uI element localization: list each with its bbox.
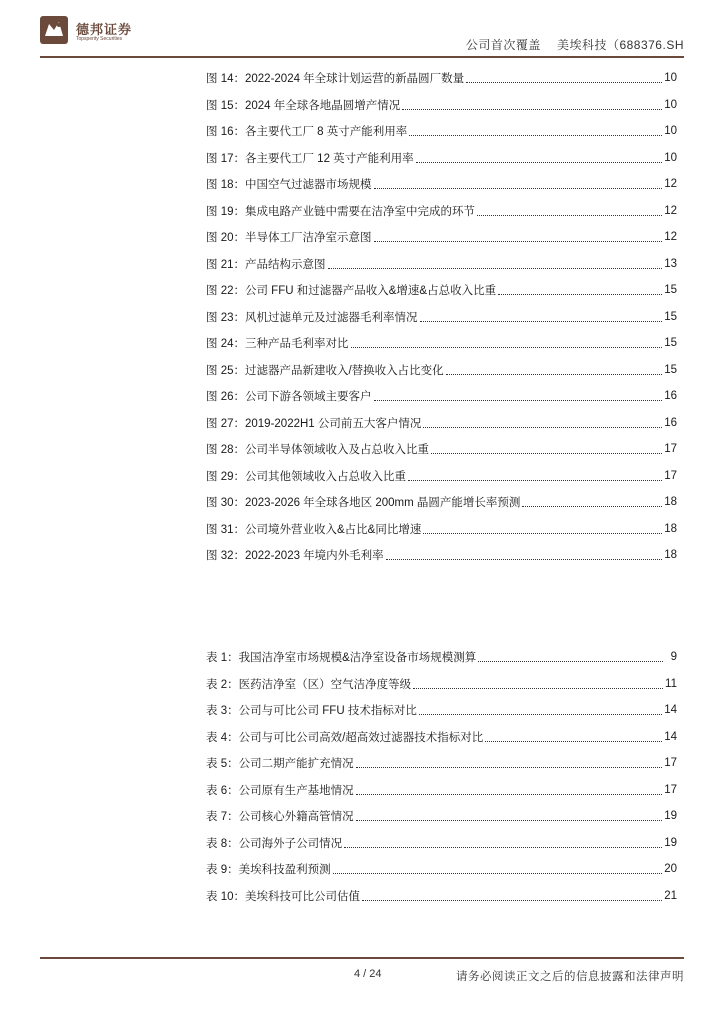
toc-entry-label: 表 6：公司原有生产基地情况 <box>206 784 354 797</box>
dot-leader <box>328 267 663 269</box>
dot-leader <box>402 108 662 110</box>
toc-entry-label: 图 21：产品结构示意图 <box>206 258 326 271</box>
toc-entry-page: 19 <box>664 810 677 823</box>
dot-leader <box>423 426 662 428</box>
toc-entry[interactable] <box>206 644 677 671</box>
company-name: 美埃科技（688376.SH <box>556 38 684 52</box>
toc-entry-page: 12 <box>664 231 677 244</box>
toc-entry[interactable] <box>206 224 677 251</box>
toc-entry-label: 表 3：公司与可比公司 FFU 技术指标对比 <box>206 705 417 718</box>
dot-leader <box>374 240 663 242</box>
toc-entry-label: 图 19：集成电路产业链中需要在洁净室中完成的环节 <box>206 205 475 218</box>
toc-entry-label: 表 5：公司二期产能扩充情况 <box>206 758 354 771</box>
toc-entry-page: 16 <box>664 416 677 429</box>
toc-entry-page: 12 <box>664 178 677 191</box>
toc-entry-label: 表 2：医药洁净室（区）空气洁净度等级 <box>206 678 412 691</box>
toc-entry-page: 18 <box>664 496 677 509</box>
toc-entry-page: 20 <box>664 863 677 876</box>
logo-name-en: Topsperity Securities <box>76 36 123 42</box>
dot-leader <box>477 214 662 216</box>
header-divider <box>40 56 684 58</box>
dot-leader <box>386 558 663 560</box>
dot-leader <box>446 373 663 375</box>
toc-entry[interactable] <box>206 542 677 569</box>
dot-leader <box>356 819 663 821</box>
dot-leader <box>356 766 663 768</box>
toc-entry[interactable] <box>206 65 677 92</box>
toc-entry[interactable] <box>206 883 677 910</box>
toc-entry-page: 15 <box>664 363 677 376</box>
toc-entry-label: 表 10：美埃科技可比公司估值 <box>206 890 360 903</box>
toc-entry-page: 11 <box>665 677 677 690</box>
toc-entry[interactable] <box>206 830 677 857</box>
dot-leader <box>423 532 662 534</box>
report-type: 公司首次覆盖 <box>465 38 541 52</box>
dot-leader <box>419 713 662 715</box>
toc-entry[interactable] <box>206 516 677 543</box>
dot-leader <box>498 293 662 295</box>
dot-leader <box>431 452 662 454</box>
toc-entry-page: 14 <box>664 704 677 717</box>
toc-entry-label: 表 8：公司海外子公司情况 <box>206 837 343 850</box>
toc-entry-label: 图 17：各主要代工厂 12 英寸产能利用率 <box>206 152 414 165</box>
toc-entry-page: 10 <box>664 125 677 138</box>
toc-entry[interactable] <box>206 357 677 384</box>
dot-leader <box>413 687 663 689</box>
toc-entry-page: 14 <box>664 730 677 743</box>
toc-entry-label: 图 32：2022-2023 年境内外毛利率 <box>206 550 384 563</box>
toc-entry-label: 图 24：三种产品毛利率对比 <box>206 338 349 351</box>
toc-entry-label: 图 18：中国空气过滤器市场规模 <box>206 179 372 192</box>
toc-entry-page: 19 <box>664 836 677 849</box>
toc-entry-page: 18 <box>664 522 677 535</box>
figure-list <box>206 65 677 569</box>
toc-entry-page: 10 <box>664 151 677 164</box>
toc-entry-label: 表 7：公司核心外籍高管情况 <box>206 811 354 824</box>
toc-entry-page: 10 <box>664 98 677 111</box>
toc-entry[interactable] <box>206 118 677 145</box>
toc-entry-page: 9 <box>670 651 677 664</box>
toc-entry-label: 图 23：风机过滤单元及过滤器毛利率情况 <box>206 311 418 324</box>
toc-entry[interactable] <box>206 803 677 830</box>
toc-entry[interactable] <box>206 489 677 516</box>
toc-entry-label: 表 4：公司与可比公司高效/超高效过滤器技术指标对比 <box>206 731 484 744</box>
dot-leader <box>374 187 663 189</box>
toc-entry[interactable] <box>206 856 677 883</box>
dot-leader <box>374 399 663 401</box>
dot-leader <box>351 346 663 348</box>
toc-entry-label: 图 15：2024 年全球各地晶圆增产情况 <box>206 99 401 112</box>
toc-entry[interactable] <box>206 92 677 119</box>
toc-entry[interactable] <box>206 777 677 804</box>
dot-leader <box>362 899 662 901</box>
toc-entry[interactable] <box>206 198 677 225</box>
toc-entry-page: 15 <box>664 284 677 297</box>
toc-entry-label: 图 27：2019-2022H1 公司前五大客户情况 <box>206 417 422 430</box>
toc-entry[interactable] <box>206 171 677 198</box>
toc-entry-label: 图 20：半导体工厂洁净室示意图 <box>206 232 372 245</box>
dot-leader <box>333 872 663 874</box>
toc-entry[interactable] <box>206 436 677 463</box>
logo-name-cn: 德邦证券 <box>76 22 133 37</box>
company-logo <box>40 14 160 46</box>
toc-entry[interactable] <box>206 383 677 410</box>
toc-entry[interactable] <box>206 251 677 278</box>
toc-entry-page: 13 <box>664 257 677 270</box>
dot-leader <box>416 161 663 163</box>
toc-entry-page: 12 <box>664 204 677 217</box>
dot-leader <box>466 81 662 83</box>
toc-entry-page: 18 <box>664 549 677 562</box>
toc-entry[interactable] <box>206 697 677 724</box>
toc-entry[interactable] <box>206 330 677 357</box>
toc-entry-label: 表 1：我国洁净室市场规模&洁净室设备市场规模测算 <box>206 652 477 665</box>
dot-leader <box>344 846 662 848</box>
toc-entry-label: 图 31：公司境外营业收入&占比&同比增速 <box>206 523 422 536</box>
toc-entry-page: 15 <box>664 310 677 323</box>
toc-entry-page: 17 <box>664 443 677 456</box>
dot-leader <box>409 134 662 136</box>
toc-entry-label: 图 30：2023-2026 年全球各地区 200mm 晶圆产能增长率预测 <box>206 497 521 510</box>
toc-entry[interactable] <box>206 463 677 490</box>
toc-entry[interactable] <box>206 145 677 172</box>
footer-divider <box>40 957 684 959</box>
page-number: 4 / 24 <box>354 968 382 980</box>
dot-leader <box>356 793 663 795</box>
toc-entry-label: 图 29：公司其他领域收入占总收入比重 <box>206 470 406 483</box>
toc-entry-label: 图 22：公司 FFU 和过滤器产品收入&增速&占总收入比重 <box>206 285 497 298</box>
dot-leader <box>478 660 663 662</box>
toc-entry[interactable] <box>206 750 677 777</box>
toc-entry-label: 图 26：公司下游各领域主要客户 <box>206 391 372 404</box>
toc-entry[interactable] <box>206 410 677 437</box>
toc-entry-page: 17 <box>664 469 677 482</box>
toc-entry-page: 17 <box>664 757 677 770</box>
toc-entry-label: 图 16：各主要代工厂 8 英寸产能利用率 <box>206 126 408 139</box>
header-title <box>466 36 684 53</box>
toc-entry[interactable] <box>206 724 677 751</box>
toc-entry-page: 17 <box>664 783 677 796</box>
toc-entry-label: 图 25：过滤器产品新建收入/替换收入占比变化 <box>206 364 444 377</box>
toc-entry-label: 图 14：2022-2024 年全球计划运营的新晶圆厂数量 <box>206 73 465 86</box>
dot-leader <box>420 320 663 322</box>
dot-leader <box>485 740 662 742</box>
toc-entry-page: 16 <box>664 390 677 403</box>
toc-entry-label: 图 28：公司半导体领域收入及占总收入比重 <box>206 444 429 457</box>
table-list <box>206 644 677 909</box>
toc-entry-page: 21 <box>664 889 677 902</box>
toc-entry-page: 10 <box>664 72 677 85</box>
toc-entry-label: 表 9：美埃科技盈利预测 <box>206 864 331 877</box>
toc-entry[interactable] <box>206 304 677 331</box>
toc-entry[interactable] <box>206 277 677 304</box>
disclaimer-note: 请务必阅读正文之后的信息披露和法律声明 <box>456 971 684 983</box>
logo-mark-icon <box>40 16 68 44</box>
dot-leader <box>408 479 662 481</box>
toc-entry[interactable] <box>206 671 677 698</box>
toc-entry-page: 15 <box>664 337 677 350</box>
dot-leader <box>522 505 662 507</box>
